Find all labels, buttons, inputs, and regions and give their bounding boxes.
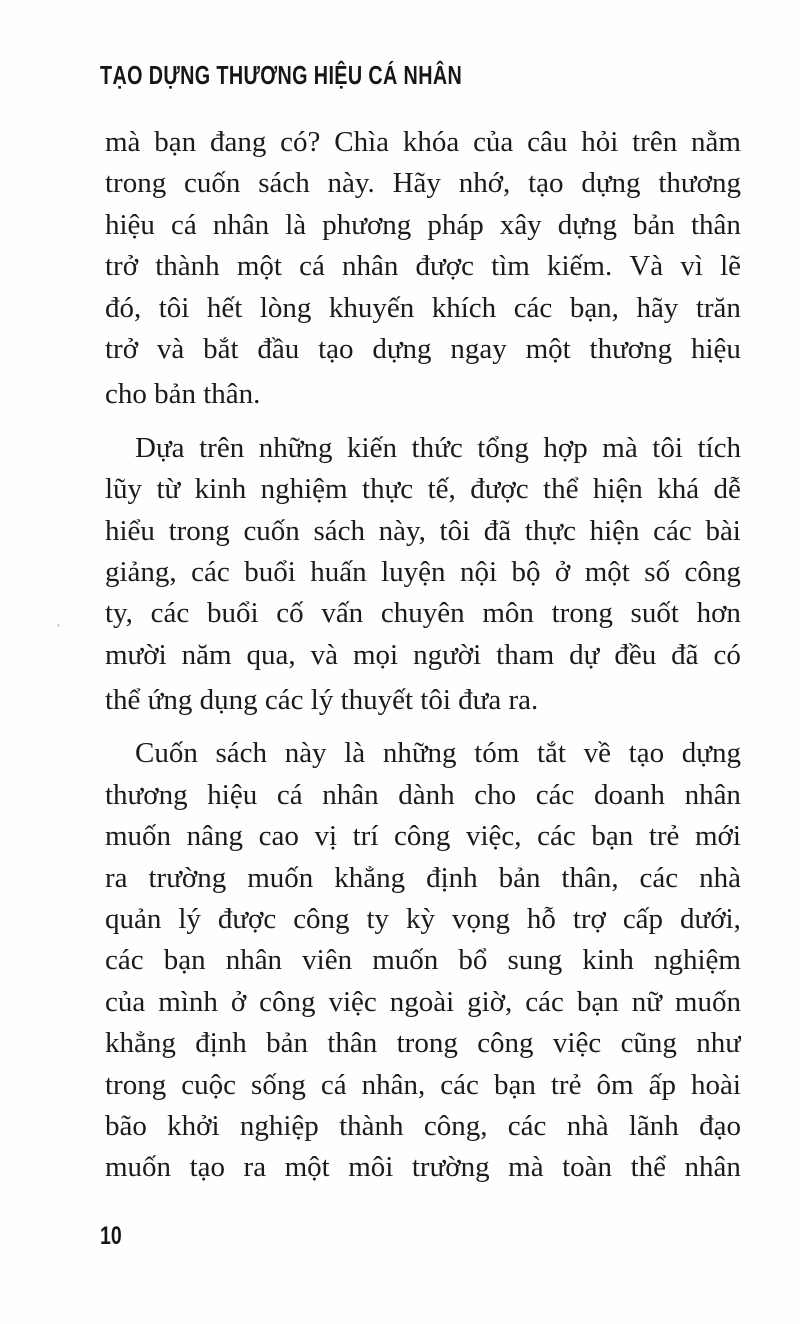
text-line: trong cuộc sống cá nhân, các bạn trẻ ôm ấp hoài xyxy=(105,1068,741,1101)
text-line: các bạn nhân viên muốn bổ sung kinh nghiệm xyxy=(105,944,741,977)
text-line: hiệu cá nhân là phương pháp xây dựng bản thân xyxy=(105,208,741,241)
text-line: muốn tạo ra một môi trường mà toàn thể nhân xyxy=(105,1151,741,1184)
body-text xyxy=(105,126,741,1193)
text-line: của mình ở công việc ngoài giờ, các bạn nữ muốn xyxy=(105,985,741,1018)
text-line: hiểu trong cuốn sách này, tôi đã thực hiện các bài xyxy=(105,514,741,547)
text-line: Cuốn sách này là những tóm tắt về tạo dựng xyxy=(135,737,741,770)
text-line: thể ứng dụng các lý thuyết tôi đưa ra. xyxy=(105,684,539,717)
text-line: trong cuốn sách này. Hãy nhớ, tạo dựng thương xyxy=(105,167,741,200)
paragraph xyxy=(105,126,741,416)
text-line: quản lý được công ty kỳ vọng hỗ trợ cấp dưới, xyxy=(105,903,741,936)
paragraph xyxy=(105,432,741,722)
text-line: khẳng định bản thân trong công việc cũng như xyxy=(105,1027,741,1060)
text-line: đó, tôi hết lòng khuyến khích các bạn, hãy trăn xyxy=(105,291,741,324)
text-line: bão khởi nghiệp thành công, các nhà lãnh đạo xyxy=(105,1109,741,1142)
text-line: lũy từ kinh nghiệm thực tế, được thể hiện khá dễ xyxy=(105,473,741,506)
text-line: muốn nâng cao vị trí công việc, các bạn trẻ mới xyxy=(105,820,741,853)
text-line: trở và bắt đầu tạo dựng ngay một thương hiệu xyxy=(105,332,741,365)
paragraph xyxy=(105,737,741,1192)
text-line: mười năm qua, và mọi người tham dự đều đã có xyxy=(105,638,741,671)
running-header: TẠO DỰNG THƯƠNG HIỆU CÁ NHÂN xyxy=(100,60,463,90)
text-line: Dựa trên những kiến thức tổng hợp mà tôi tích xyxy=(135,431,741,464)
text-line: ra trường muốn khẳng định bản thân, các nhà xyxy=(105,861,741,894)
page-number: 10 xyxy=(100,1222,122,1250)
text-line: ty, các buổi cố vấn chuyên môn trong suốt hơn xyxy=(105,597,741,630)
text-line: trở thành một cá nhân được tìm kiếm. Và vì lẽ xyxy=(105,250,741,283)
text-line: giảng, các buổi huấn luyện nội bộ ở một số công xyxy=(105,555,741,588)
text-line: thương hiệu cá nhân dành cho các doanh nhân xyxy=(105,778,741,811)
text-line: mà bạn đang có? Chìa khóa của câu hỏi trên nằm xyxy=(105,126,741,158)
paper-speck xyxy=(57,624,60,627)
text-line: cho bản thân. xyxy=(105,378,261,411)
